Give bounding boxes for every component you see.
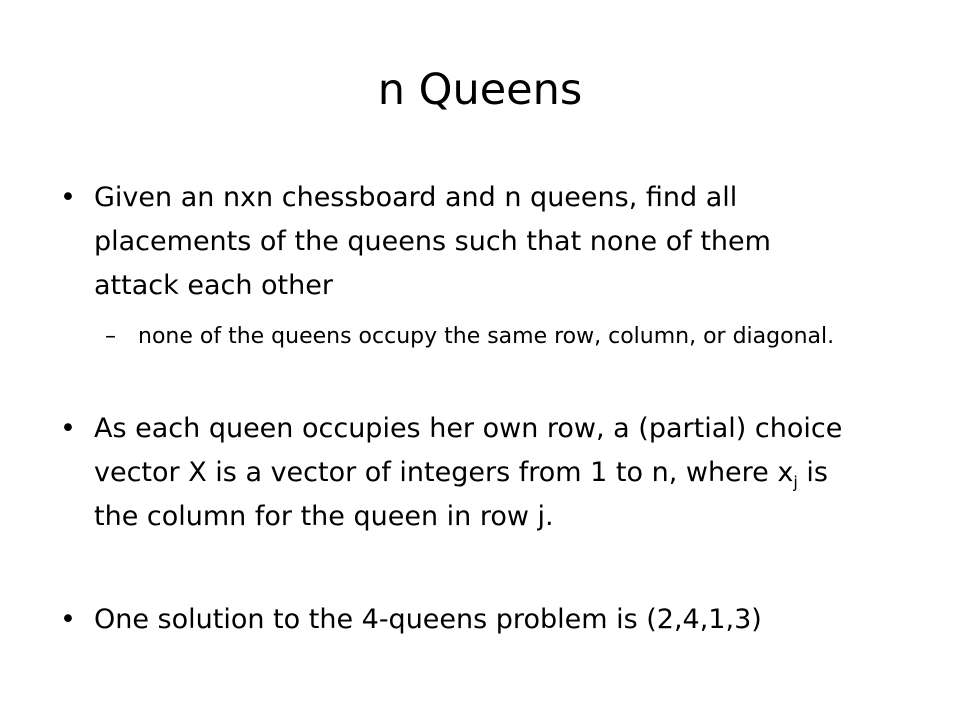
bullet-text-2	[94, 407, 860, 539]
bullet-dot-icon: •	[60, 413, 76, 444]
bullet-text-1: Given an nxn chessboard and n queens, find all placements of the queens such that none of them attack each other	[94, 182, 771, 301]
bullet-text-2-subscript: j	[793, 472, 798, 492]
slide-title: n Queens	[377, 65, 583, 115]
sub-bullet-item-1	[105, 318, 845, 355]
sub-bullet-dash-icon: –	[105, 324, 116, 349]
bullet-item-1	[60, 176, 860, 308]
bullet-item-3	[60, 598, 860, 642]
bullet-dot-icon: •	[60, 182, 76, 213]
bullet-text-2-after: is the column for the queen in row j.	[94, 457, 828, 532]
bullet-item-2	[60, 407, 860, 539]
sub-bullet-text-1: none of the queens occupy the same row, column, or diagonal.	[138, 324, 835, 349]
bullet-dot-icon: •	[60, 604, 76, 635]
bullet-text-2-before: As each queen occupies her own row, a (partial) choice vector X is a vector of integers from 1 to n, where x	[94, 413, 843, 488]
bullet-text-3: One solution to the 4-queens problem is (2,4,1,3)	[94, 604, 762, 635]
